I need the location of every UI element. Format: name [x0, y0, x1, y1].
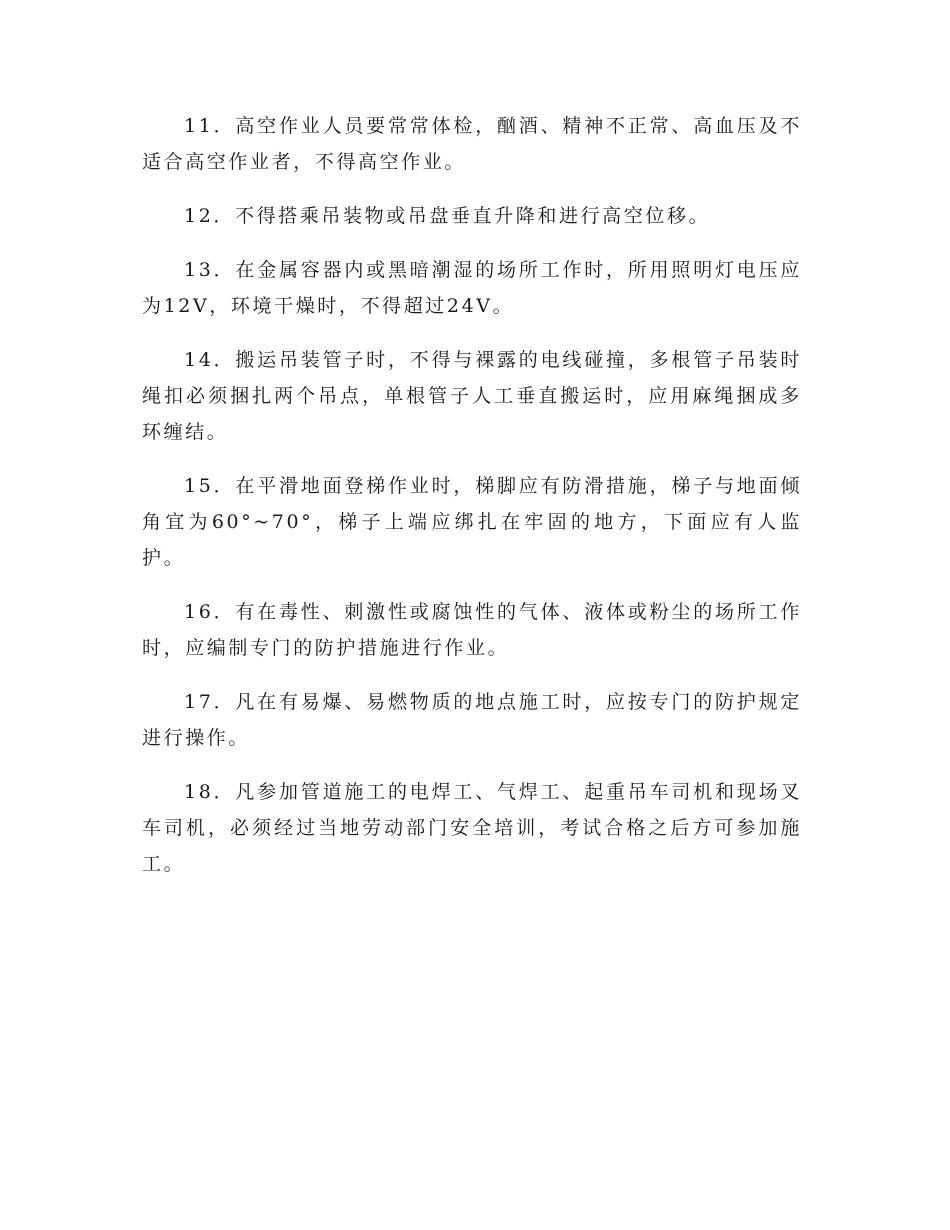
paragraph-item-14: 14．搬运吊装管子时，不得与裸露的电线碰撞，多根管子吊装时绳扣必须捆扎两个吊点，单根管子人工垂直搬运时，应用麻绳捆成多环缠结。 — [142, 349, 802, 443]
document-body — [142, 108, 802, 900]
paragraph-item-18: 18．凡参加管道施工的电焊工、气焊工、起重吊车司机和现场叉车司机，必须经过当地劳动部门安全培训，考试合格之后方可参加施工。 — [142, 781, 802, 875]
paragraph-item-13: 13．在金属容器内或黑暗潮湿的场所工作时，所用照明灯电压应为12V，环境干燥时，不得超过24V。 — [142, 259, 802, 317]
paragraph-item-12: 12．不得搭乘吊装物或吊盘垂直升降和进行高空位移。 — [184, 205, 711, 227]
paragraph-item-15: 15．在平滑地面登梯作业时，梯脚应有防滑措施，梯子与地面倾角宜为60°~70°，梯子上端应绑扎在牢固的地方，下面应有人监护。 — [142, 475, 802, 569]
paragraph-item-17: 17．凡在有易爆、易燃物质的地点施工时，应按专门的防护规定进行操作。 — [142, 691, 802, 749]
paragraph-item-11: 11．高空作业人员要常常体检，酗酒、精神不正常、高血压及不适合高空作业者，不得高空作业。 — [142, 115, 802, 173]
paragraph-item-16: 16．有在毒性、刺激性或腐蚀性的气体、液体或粉尘的场所工作时，应编制专门的防护措施进行作业。 — [142, 601, 802, 659]
